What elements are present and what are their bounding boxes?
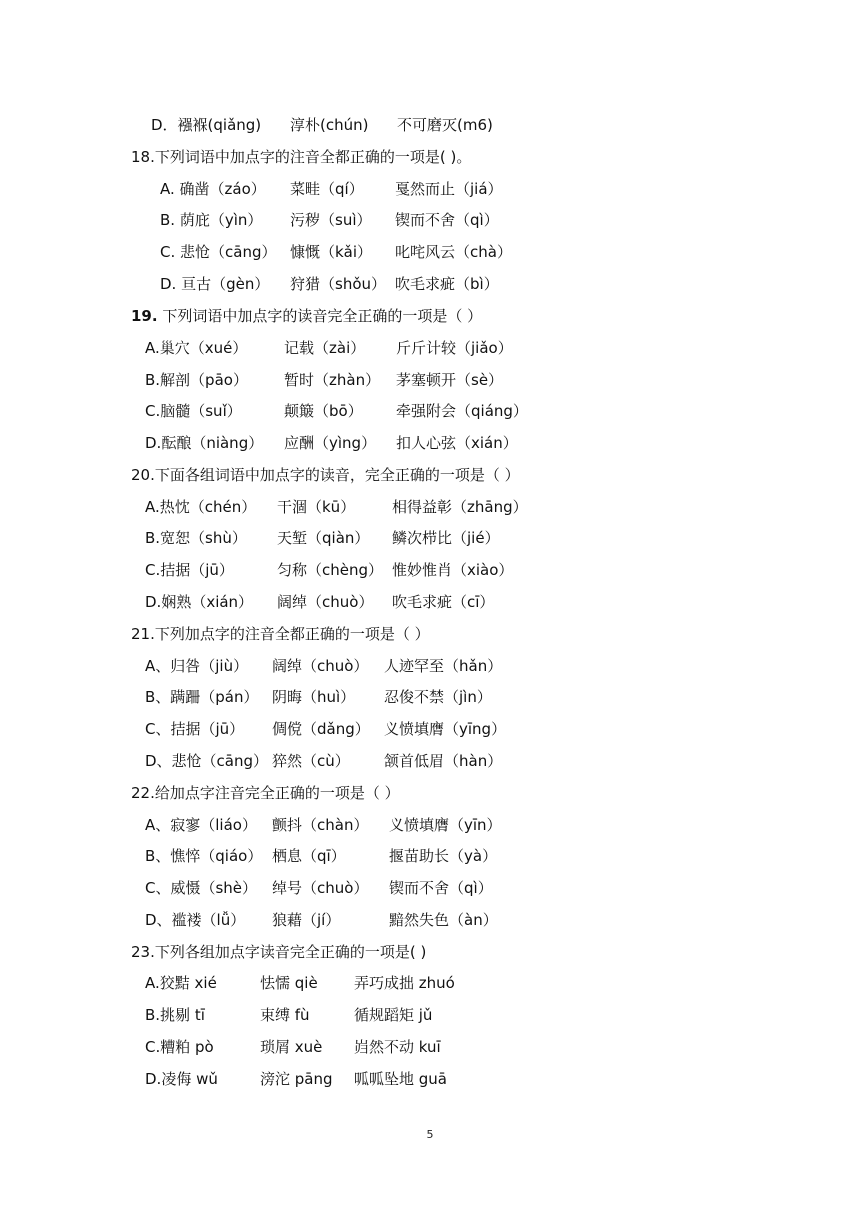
option-item: C. 悲怆（cāng）	[160, 243, 277, 261]
option-item: 阴晦（huì）	[272, 688, 356, 706]
option-item: D. 亘古（gèn）	[160, 275, 270, 293]
option-item: 慷慨（kǎi）	[290, 243, 373, 261]
option-item: 忍俊不禁（jìn）	[384, 688, 492, 706]
option-item: 束缚 fù	[260, 1006, 310, 1024]
option-item: 滂沱 pāng	[260, 1070, 333, 1088]
option-item: D、悲怆（cāng）	[145, 752, 269, 770]
option-item: 淳朴(chún)	[290, 116, 369, 134]
question-stem: 22.给加点字注音完全正确的一项是（ ）	[131, 784, 400, 802]
option-item: 锲而不舍（qì）	[389, 879, 493, 897]
option-item: 黯然失色（àn）	[389, 911, 498, 929]
option-item: C、拮据（jū）	[145, 720, 245, 738]
question-stem: 18.下列词语中加点字的注音全都正确的一项是( )。	[131, 148, 472, 166]
option-item: B、蹒跚（pán）	[145, 688, 259, 706]
option-item: 义愤填膺（yīng）	[384, 720, 507, 738]
option-item: 惟妙惟肖（xiào）	[392, 561, 514, 579]
option-item: 怯懦 qiè	[260, 974, 318, 992]
option-item: 匀称（chèng）	[277, 561, 384, 579]
option-item: 污秽（suì）	[290, 211, 372, 229]
option-item: 倜傥（dǎng）	[272, 720, 370, 738]
option-item: 狩猎（shǒu）	[290, 275, 387, 293]
page-number: 5	[426, 1128, 434, 1141]
option-item: B. 荫庇（yìn）	[160, 211, 263, 229]
option-item: D.酝酿（niàng）	[145, 434, 264, 452]
option-item: A、归咎（jiù）	[145, 657, 249, 675]
option-item: 绰号（chuò）	[272, 879, 369, 897]
option-item: 循规蹈矩 jǔ	[354, 1006, 433, 1024]
option-item: 暂时（zhàn）	[284, 371, 381, 389]
option-item: B.挑剔 tī	[145, 1006, 205, 1024]
option-item: 锲而不舍（qì）	[395, 211, 499, 229]
question-stem: 19. 下列词语中加点字的读音完全正确的一项是（ ）	[131, 307, 483, 325]
option-item: C.脑髓（suǐ）	[145, 402, 242, 420]
option-item: 茅塞顿开（sè）	[396, 371, 504, 389]
option-item: 颠簸（bō）	[284, 402, 363, 420]
option-item: 吹毛求疵（cī）	[392, 593, 495, 611]
option-item: 阔绰（chuò）	[277, 593, 374, 611]
option-item: 斤斤计较（jiǎo）	[396, 339, 513, 357]
option-item: 鳞次栉比（jié）	[392, 529, 500, 547]
option-item: C.糟粕 pò	[145, 1038, 214, 1056]
option-item: 扣人心弦（xián）	[396, 434, 518, 452]
option-item: 吹毛求疵（bì）	[395, 275, 499, 293]
option-item: B.解剖（pāo）	[145, 371, 248, 389]
option-item: C.拮据（jū）	[145, 561, 234, 579]
option-item: 牵强附会（qiáng）	[396, 402, 528, 420]
option-item: 干涸（kū）	[277, 498, 356, 516]
option-item: C、威慑（shè）	[145, 879, 258, 897]
question-stem: 21.下列加点字的注音全都正确的一项是（ ）	[131, 625, 430, 643]
option-item: 琐屑 xuè	[260, 1038, 323, 1056]
option-item: 人迹罕至（hǎn）	[384, 657, 503, 675]
option-item: 阔绰（chuò）	[272, 657, 369, 675]
option-item: A.狡黠 xié	[145, 974, 217, 992]
option-item: 猝然（cù）	[272, 752, 350, 770]
option-item: 叱咤风云（chà）	[395, 243, 512, 261]
option-item: 义愤填膺（yīn）	[389, 816, 502, 834]
option-item: 揠苗助长（yà）	[389, 847, 498, 865]
option-item: B、憔悴（qiáo）	[145, 847, 263, 865]
option-item: 应酬（yìng）	[284, 434, 377, 452]
option-item: 颤抖（chàn）	[272, 816, 369, 834]
option-item: 呱呱坠地 guā	[354, 1070, 447, 1088]
option-item: D.凌侮 wǔ	[145, 1070, 218, 1088]
option-item: D、褴褛（lǚ）	[145, 911, 246, 929]
option-item: 弄巧成拙 zhuó	[354, 974, 455, 992]
option-item: 菜畦（qí）	[290, 180, 364, 198]
option-item: B.宽恕（shù）	[145, 529, 247, 547]
option-item: D.娴熟（xián）	[145, 593, 254, 611]
option-item: D．襁褓(qiǎng)	[151, 116, 262, 134]
option-item: 不可磨灭(m6)	[397, 116, 493, 134]
option-item: A.热忱（chén）	[145, 498, 257, 516]
option-item: 相得益彰（zhāng）	[392, 498, 528, 516]
option-item: 戛然而止（jiá）	[395, 180, 503, 198]
option-item: 颔首低眉（hàn）	[384, 752, 503, 770]
option-item: 栖息（qī）	[272, 847, 346, 865]
option-item: A. 确凿（záo）	[160, 180, 266, 198]
question-stem: 20.下面各组词语中加点字的读音，完全正确的一项是（ ）	[131, 466, 520, 484]
option-item: A.巢穴（xué）	[145, 339, 248, 357]
option-item: 岿然不动 kuī	[354, 1038, 441, 1056]
option-item: 记载（zài）	[284, 339, 366, 357]
question-stem: 23.下列各组加点字读音完全正确的一项是( )	[131, 943, 427, 961]
option-item: 狼藉（jí）	[272, 911, 341, 929]
option-item: 天堑（qiàn）	[277, 529, 370, 547]
option-item: A、寂寥（liáo）	[145, 816, 257, 834]
